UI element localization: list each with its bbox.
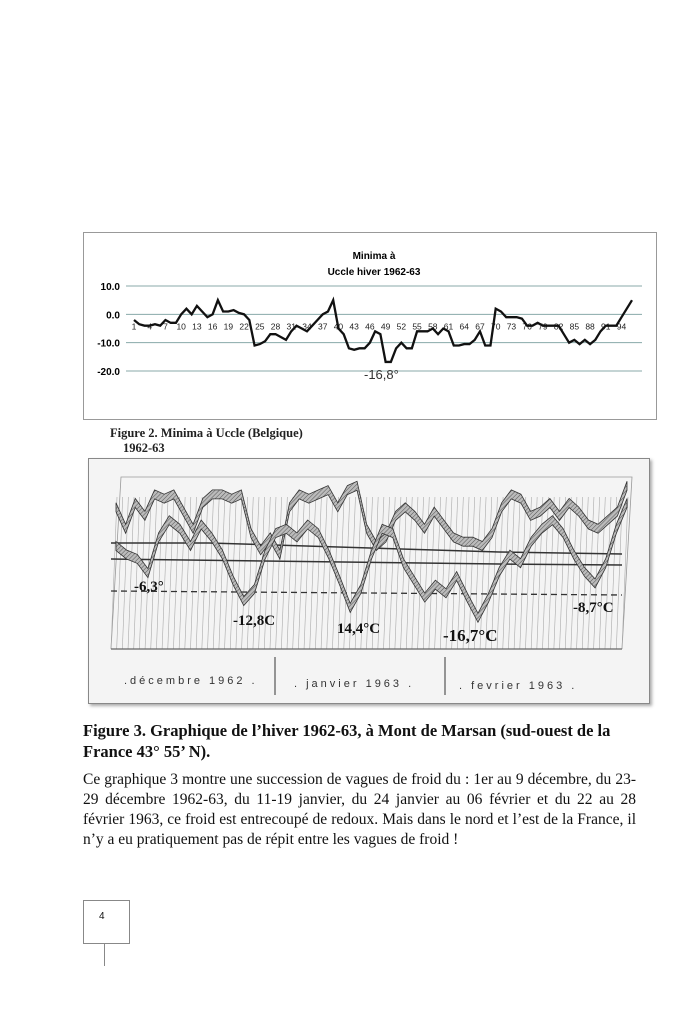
day-gridline — [310, 497, 316, 649]
annotation-feb: -16,7°C — [443, 626, 498, 645]
day-gridline — [298, 497, 304, 649]
y-tick-label: 10.0 — [100, 282, 120, 293]
x-tick-label: 91 — [601, 321, 611, 332]
month-december: .décembre 1962 . — [124, 675, 258, 687]
x-tick-label: 52 — [396, 321, 407, 332]
day-gridline — [503, 497, 509, 649]
annotation-late-feb: -8,7°C — [573, 600, 614, 616]
page-number-box — [83, 900, 130, 944]
x-tick-label: 94 — [616, 321, 627, 332]
day-gridline — [327, 497, 333, 649]
x-tick-label: 10 — [176, 321, 186, 332]
x-tick-label: 64 — [459, 321, 469, 332]
day-gridline — [219, 497, 225, 649]
x-tick-label: 31 — [286, 321, 296, 332]
min-annotation: -16,8° — [364, 367, 399, 382]
day-gridline — [293, 497, 299, 649]
chart-title-line1: Minima à — [352, 251, 396, 262]
x-tick-label: 61 — [443, 321, 454, 332]
day-gridline — [537, 497, 543, 649]
x-tick-label: 76 — [522, 321, 532, 332]
x-tick-label: 70 — [490, 321, 501, 332]
page-number: 4 — [99, 911, 105, 922]
month-february: . fevrier 1963 . — [459, 680, 578, 692]
x-tick-label: 13 — [192, 321, 202, 332]
annotation-dec: -6,3° — [134, 579, 164, 595]
y-tick-label: -20.0 — [97, 367, 120, 378]
x-tick-label: 7 — [163, 321, 168, 332]
day-gridline — [321, 497, 327, 649]
day-gridline — [156, 497, 162, 649]
x-tick-label: 55 — [412, 321, 422, 332]
day-gridline — [276, 497, 282, 649]
day-gridline — [304, 497, 310, 649]
figure-3-caption: Figure 3. Graphique de l’hiver 1962-63, à Mont de Marsan (sud-ouest de la France 43° 55’ N). — [83, 721, 611, 761]
chart-title-line2: Uccle hiver 1962-63 — [327, 267, 421, 278]
reference-line-mean-max — [499, 552, 622, 554]
y-tick-label: 0.0 — [106, 310, 120, 322]
day-gridline — [151, 497, 157, 649]
day-gridline — [401, 497, 407, 649]
x-tick-label: 67 — [475, 321, 485, 332]
x-tick-label: 19 — [223, 321, 234, 332]
x-tick-label: 22 — [239, 321, 249, 332]
figure-3-chart — [88, 458, 650, 704]
figure-2-chart — [83, 232, 657, 420]
body-paragraph: Ce graphique 3 montre une succession de vagues de froid du : 1er au 9 décembre, du 23-29 décembre 1962-63, du 11-19 janvier, du 24 janvier au 06 février et du 22 au 28 février 1963, ce froid est entrecoupé de redoux. Mais dans le nord et l’est de la France, il n’y a eu pratiquement pas de répit entre les vagues de froid ! — [83, 771, 636, 848]
reference-line-mean-min — [111, 559, 499, 564]
day-gridline — [571, 497, 577, 649]
mont-de-marsan-chart — [89, 459, 651, 705]
day-gridline — [208, 497, 214, 649]
day-gridline — [384, 497, 390, 649]
x-tick-label: 49 — [380, 321, 391, 332]
x-tick-label: 34 — [302, 321, 312, 332]
x-tick-label: 28 — [270, 321, 281, 332]
day-gridline — [622, 497, 628, 649]
x-tick-label: 1 — [131, 321, 137, 332]
day-gridline — [202, 497, 208, 649]
x-tick-label: 43 — [349, 321, 359, 332]
day-gridline — [213, 497, 219, 649]
day-gridline — [111, 497, 117, 649]
reference-line-minus-10 — [111, 591, 622, 595]
annotation-mid-jan: 14,4°C — [337, 621, 381, 637]
figure-2-caption: Figure 2. Minima à Uccle (Belgique) — [110, 426, 303, 440]
x-tick-label: 16 — [207, 321, 218, 332]
x-tick-label: 73 — [506, 321, 517, 332]
x-tick-label: 58 — [428, 321, 438, 332]
x-tick-label: 46 — [365, 321, 375, 332]
day-gridline — [134, 497, 140, 649]
day-gridline — [565, 497, 571, 649]
day-gridline — [508, 497, 514, 649]
day-gridline — [514, 497, 520, 649]
day-gridline — [179, 497, 185, 649]
uccle-minima-chart — [84, 233, 658, 421]
x-tick-label: 4 — [147, 321, 153, 332]
annotation-late-dec: -12,8C — [233, 613, 276, 629]
x-tick-label: 40 — [333, 321, 344, 332]
x-tick-label: 37 — [317, 321, 328, 332]
x-tick-label: 88 — [585, 321, 595, 332]
x-tick-label: 85 — [569, 321, 580, 332]
day-gridline — [315, 497, 321, 649]
page-number-rule — [104, 944, 105, 966]
y-tick-label: -10.0 — [97, 338, 120, 350]
month-january: . janvier 1963 . — [294, 678, 415, 690]
x-tick-label: 25 — [255, 321, 265, 332]
x-tick-label: 79 — [538, 321, 548, 332]
figure-2-caption-years: 1962-63 — [123, 441, 165, 455]
day-gridline — [520, 497, 526, 649]
x-tick-label: 82 — [553, 321, 564, 332]
